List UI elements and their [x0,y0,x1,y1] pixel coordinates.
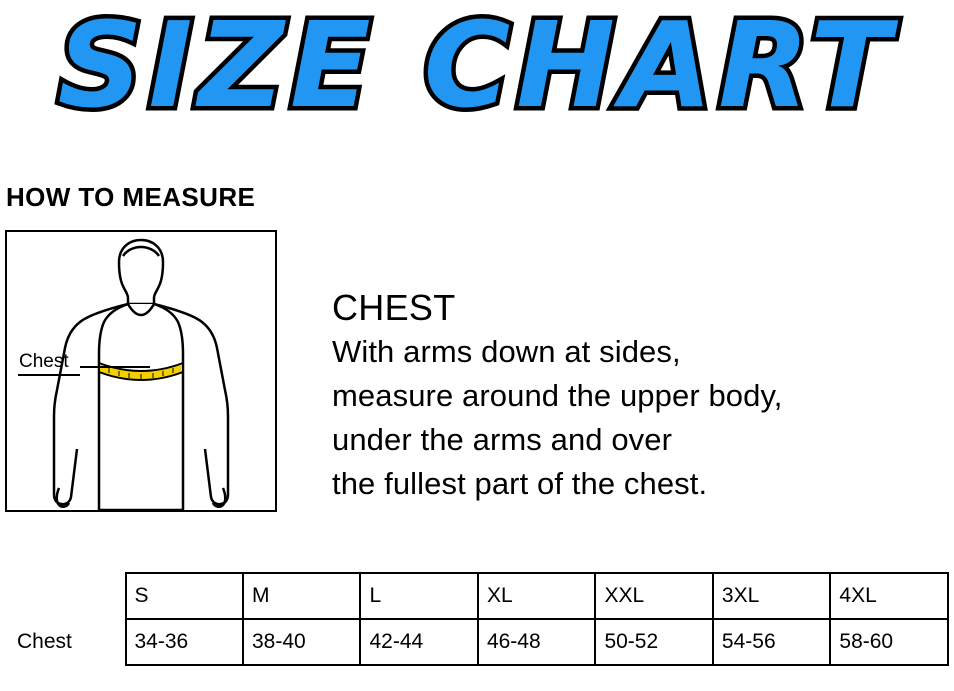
table-col-header-4xl: 4XL [830,573,948,619]
table-row-label-chest: Chest [5,619,126,665]
page-title [0,0,954,144]
table-row [5,619,948,665]
table-cell-chest-m: 38-40 [243,619,360,665]
how-to-measure-heading: HOW TO MEASURE [6,182,256,212]
table-cell-chest-3xl: 54-56 [713,619,830,665]
description-block [332,286,942,506]
table-col-header-s: S [126,573,243,619]
table-col-header-m: M [243,573,360,619]
description-line-4: the fullest part of the chest. [332,466,708,501]
description-heading: CHEST [332,287,456,328]
size-table [5,572,949,666]
table-cell-chest-xxl: 50-52 [595,619,712,665]
torso-outline [99,304,183,510]
figure-chest-leader-line [80,366,150,368]
figure-chest-label-underline [18,374,80,376]
table-cell-chest-s: 34-36 [126,619,243,665]
figure-chest-label: Chest [19,351,69,372]
page-title-text: SIZE CHART [57,0,897,134]
table-col-header-l: L [360,573,477,619]
size-chart-title-graphic [0,0,954,144]
table-col-header-xxl: XXL [595,573,712,619]
table-col-header-3xl: 3XL [713,573,830,619]
description-line-1: With arms down at sides, [332,334,681,369]
table-cell-chest-xl: 46-48 [478,619,595,665]
table-corner-cell [5,573,126,619]
table-col-header-xl: XL [478,573,595,619]
table-cell-chest-4xl: 58-60 [830,619,948,665]
table-cell-chest-l: 42-44 [360,619,477,665]
description-line-2: measure around the upper body, [332,378,783,413]
description-line-3: under the arms and over [332,422,673,457]
table-header-row [5,573,948,619]
head-shape [119,240,163,304]
